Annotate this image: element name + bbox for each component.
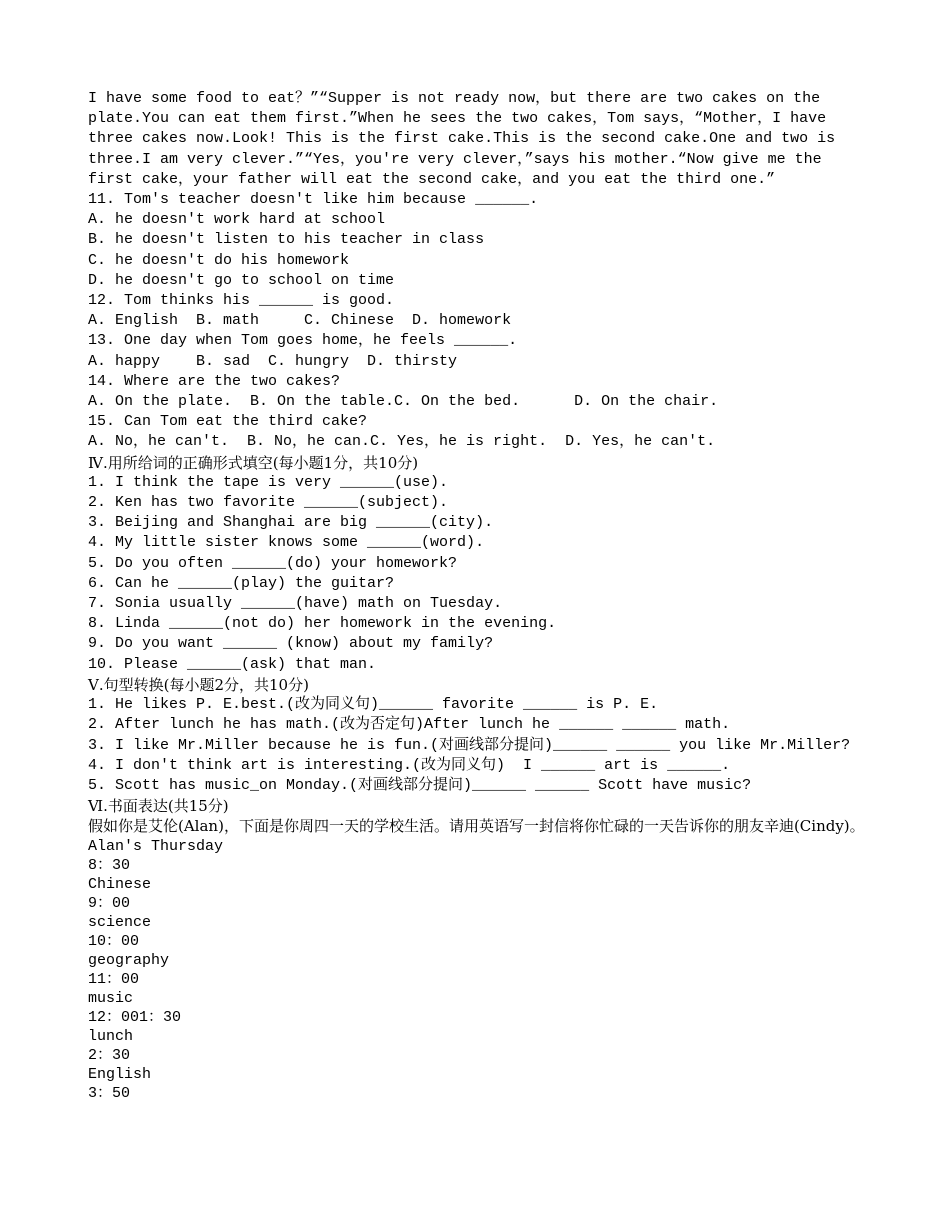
question-line: B. he doesn't listen to his teacher in class (88, 231, 485, 249)
question-line: A. On the plate. B. On the table.C. On the bed. D. On the chair. (88, 393, 719, 411)
section-4-item: 8. Linda ______(not do) her homework in the evening. (88, 615, 557, 633)
schedule-list (88, 837, 878, 1103)
section-4-item: 3. Beijing and Shanghai are big ______(city). (88, 514, 494, 532)
schedule-time: 2：30 (88, 1046, 131, 1064)
schedule-subject: music (88, 989, 134, 1007)
schedule-subject: science (88, 913, 152, 931)
question-line: 11. Tom's teacher doesn't like him because ______. (88, 191, 539, 209)
schedule-title: Alan's Thursday (88, 837, 224, 855)
schedule-subject: lunch (88, 1027, 134, 1045)
schedule-time: 11：00 (88, 970, 140, 988)
passage-line: three.I am very clever.”“Yes，you're very clever，”says his mother.“Now give me the (88, 150, 822, 168)
schedule-time: 10：00 (88, 932, 140, 950)
schedule-time: 8：30 (88, 856, 131, 874)
question-line: 12. Tom thinks his ______ is good. (88, 292, 395, 310)
section-6-heading: Ⅵ.书面表达(共15分) (88, 797, 229, 816)
question-line: A. No，he can't. B. No，he can.C. Yes，he is right. D. Yes，he can't. (88, 433, 716, 451)
schedule-time: 9：00 (88, 894, 131, 912)
section-4-item: 5. Do you often ______(do) your homework? (88, 554, 458, 572)
reading-passage (88, 89, 878, 190)
question-line: C. he doesn't do his homework (88, 251, 350, 269)
schedule-subject: Chinese (88, 875, 152, 893)
section-4 (88, 453, 878, 675)
passage-line: plate.You can eat them first.”When he sees the two cakes，Tom says，“Mother，I have (88, 110, 827, 128)
section-4-item: 7. Sonia usually ______(have) math on Tuesday. (88, 595, 503, 613)
section-5-item: 4. I don't think art is interesting.(改为同义句) I ______ art is ______. (88, 756, 731, 774)
section-5-item: 3. I like Mr.Miller because he is fun.(对画线部分提问)______ ______ you like Mr.Miller? (88, 736, 851, 754)
section-4-item: 1. I think the tape is very ______(use). (88, 473, 449, 491)
question-line: 14. Where are the two cakes? (88, 372, 341, 390)
section-5-item: 2. After lunch he has math.(改为否定句)After lunch he ______ ______ math. (88, 716, 731, 734)
schedule-subject: English (88, 1065, 152, 1083)
section-4-item: 2. Ken has two favorite ______(subject). (88, 494, 449, 512)
passage-line: I have some food to eat？”“Supper is not ready now，but there are two cakes on the (88, 90, 821, 107)
section-5-item: 5. Scott has music_on Monday.(对画线部分提问)______ ______ Scott have music? (88, 776, 752, 794)
section-4-item: 10. Please ______(ask) that man. (88, 655, 377, 673)
schedule-time: 3：50 (88, 1084, 131, 1102)
question-line: A. English B. math C. Chinese D. homework (88, 312, 512, 330)
question-line: A. happy B. sad C. hungry D. thirsty (88, 352, 458, 370)
passage-line: three cakes now.Look! This is the first cake.This is the second cake.One and two is (88, 130, 836, 148)
section-4-item: 9. Do you want ______ (know) about my family? (88, 635, 494, 653)
section-5-heading: Ⅴ.句型转换(每小题2分，共10分) (88, 675, 309, 694)
document-page (88, 89, 878, 1103)
passage-line: first cake，your father will eat the second cake，and you eat the third one.” (88, 170, 776, 188)
section-4-item: 4. My little sister knows some ______(word). (88, 534, 485, 552)
reading-questions (88, 190, 878, 453)
schedule-time: 12：001：30 (88, 1008, 182, 1026)
section-5 (88, 675, 878, 796)
section-4-heading: Ⅳ.用所给词的正确形式填空(每小题1分，共10分) (88, 453, 419, 472)
question-line: 13. One day when Tom goes home，he feels ______. (88, 332, 518, 350)
writing-prompt: 假如你是艾伦(Alan)，下面是你周四一天的学校生活。请用英语写一封信将你忙碌的一天告诉你的朋友辛迪(Cindy)。 (88, 817, 865, 836)
question-line: A. he doesn't work hard at school (88, 211, 386, 229)
section-4-item: 6. Can he ______(play) the guitar? (88, 574, 395, 592)
question-line: 15. Can Tom eat the third cake? (88, 413, 368, 431)
question-line: D. he doesn't go to school on time (88, 271, 395, 289)
schedule-subject: geography (88, 951, 170, 969)
section-6 (88, 796, 878, 1102)
section-5-item: 1. He likes P. E.best.(改为同义句)______ favorite ______ is P. E. (88, 696, 659, 714)
